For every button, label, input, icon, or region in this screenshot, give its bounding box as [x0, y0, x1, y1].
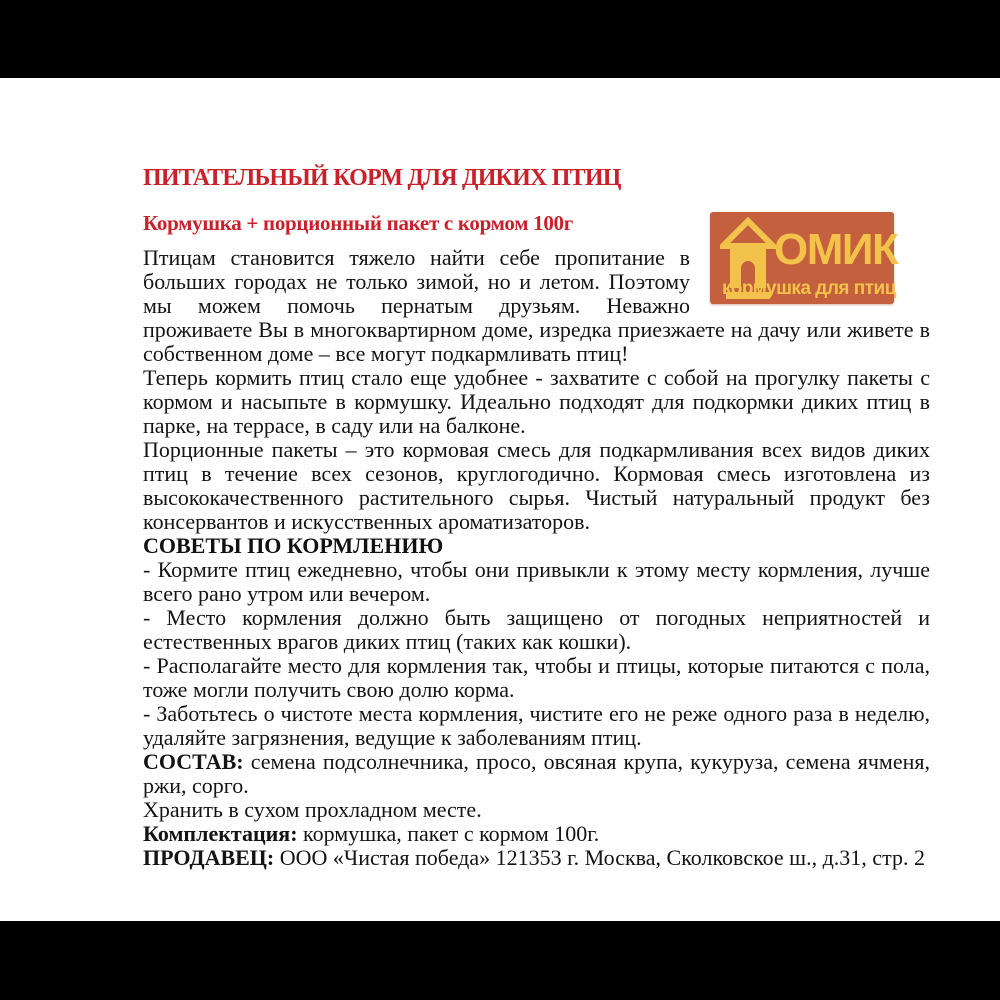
composition-label: СОСТАВ: — [143, 749, 244, 774]
document-page — [0, 78, 1000, 921]
package-line — [143, 822, 930, 846]
feeding-tips-heading: СОВЕТЫ ПО КОРМЛЕНИЮ — [143, 533, 444, 558]
brand-name: ОМИК — [774, 225, 898, 274]
seller-text: ООО «Чистая победа» 121353 г. Москва, Сколковское ш., д.31, стр. 2 — [274, 845, 925, 870]
convenience-paragraph: Теперь кормить птиц стало еще удобнее - захватите с собой на прогулку пакеты с кормом и насыпьте в кормушку. Идеально подходят для подкормки диких птиц в парке, на террасе, в саду или на балконе. — [143, 365, 930, 438]
brand-logo — [710, 212, 898, 304]
portion-packs-paragraph: Порционные пакеты – это кормовая смесь для подкармливания всех видов диких птиц в течение всех сезонов, круглогодично. Кормовая смесь изготовлена из высококачественного растительного сырья. Чистый натуральный продукт без консервантов и искусственных ароматизаторов. — [143, 437, 930, 534]
page-title: ПИТАТЕЛЬНЫЙ КОРМ ДЛЯ ДИКИХ ПТИЦ — [143, 165, 621, 191]
storage-line: Хранить в сухом прохладном месте. — [143, 797, 482, 822]
seller-line — [143, 846, 930, 870]
seller-label: ПРОДАВЕЦ: — [143, 845, 275, 870]
package-label: Комплектация: — [143, 821, 298, 846]
feeding-tip: - Располагайте место для кормления так, чтобы и птицы, которые питаются с пола, тоже могли получить свою долю корма. — [143, 653, 930, 702]
feeding-tip: - Место кормления должно быть защищено от погодных неприятностей и естественных врагов диких птиц (таких как кошки). — [143, 605, 930, 654]
product-subtitle: Кормушка + порционный пакет с кормом 100г — [143, 211, 573, 235]
composition-line — [143, 750, 930, 798]
document-content — [0, 78, 1000, 870]
feeding-tip: - Кормите птиц ежедневно, чтобы они привыкли к этому месту кормления, лучше всего рано утром или вечером. — [143, 557, 930, 606]
package-text: кормушка, пакет с кормом 100г. — [297, 821, 600, 846]
intro-paragraph: Птицам становится тяжело найти себе пропитание в больших городах не только зимой, но и летом. Поэтому мы можем помочь пернатым друзьям. Неважно проживаете Вы в многоквартирном доме, изредка приезжаете на дачу или живете в собственном доме – все могут подкармливать птиц! — [143, 245, 930, 366]
composition-text: семена подсолнечника, просо, овсяная крупа, кукуруза, семена ячменя, ржи, сорго. — [143, 749, 930, 798]
brand-tagline: кормушка для птиц — [722, 278, 896, 299]
feeding-tip: - Заботьтесь о чистоте места кормления, чистите его не реже одного раза в неделю, удаляйте загрязнения, ведущие к заболеваниям птиц. — [143, 701, 930, 750]
